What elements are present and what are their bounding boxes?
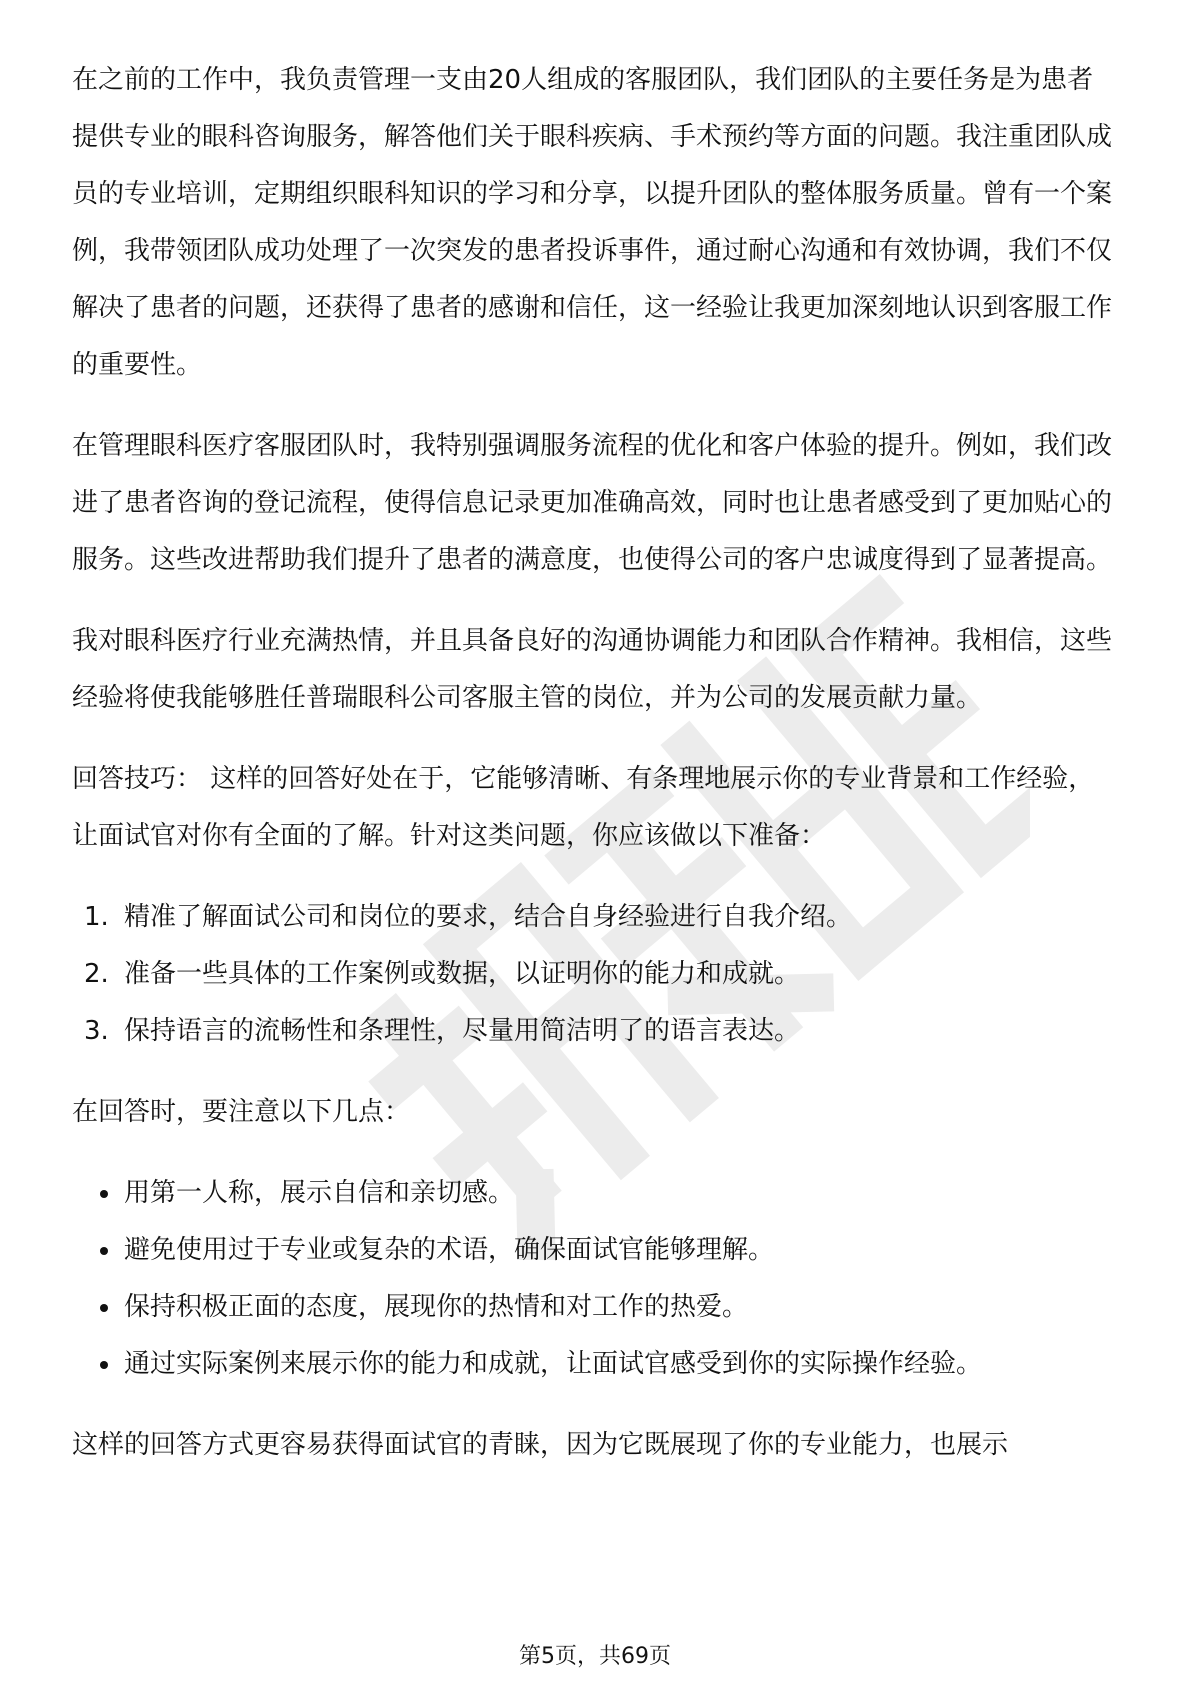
list-item-text: 避免使用过于专业或复杂的术语，确保面试官能够理解。 — [124, 1235, 775, 1265]
list-item-text: 精准了解面试公司和岗位的要求，结合自身经验进行自我介绍。 — [124, 902, 853, 932]
bullet-list — [72, 1165, 1118, 1393]
tips-intro: 在回答时，要注意以下几点： — [72, 1097, 411, 1127]
bullet-icon — [100, 1190, 108, 1198]
page-number: 第5页，共69页 — [519, 1644, 671, 1669]
list-item-text: 用第一人称，展示自信和亲切感。 — [124, 1178, 515, 1208]
list-item-text: 准备一些具体的工作案例或数据，以证明你的能力和成就。 — [124, 959, 801, 989]
document-body — [72, 52, 1118, 1498]
list-item — [72, 1222, 1118, 1279]
paragraph: 在管理眼科医疗客服团队时，我特别强调服务流程的优化和客户体验的提升。例如，我们改进了患者咨询的登记流程，使得信息记录更加准确高效，同时也让患者感受到了更加贴心的服务。这些改进帮助我们提升了患者的满意度，也使得公司的客户忠诚度得到了显著提高。 — [72, 431, 1113, 575]
list-number: 2. — [84, 959, 109, 989]
numbered-list — [72, 889, 1118, 1060]
bullet-icon — [100, 1361, 108, 1369]
list-item — [72, 889, 1118, 946]
bullet-icon — [100, 1247, 108, 1255]
list-item-text: 保持语言的流畅性和条理性，尽量用简洁明了的语言表达。 — [124, 1016, 801, 1046]
list-item — [72, 1003, 1118, 1060]
list-item — [72, 1279, 1118, 1336]
list-number: 1. — [84, 902, 109, 932]
list-item — [72, 1165, 1118, 1222]
list-item — [72, 946, 1118, 1003]
bullet-icon — [100, 1304, 108, 1312]
list-item — [72, 1336, 1118, 1393]
list-item-text: 保持积极正面的态度，展现你的热情和对工作的热爱。 — [124, 1292, 749, 1322]
list-item-text: 通过实际案例来展示你的能力和成就，让面试官感受到你的实际操作经验。 — [124, 1349, 983, 1379]
closing-paragraph: 这样的回答方式更容易获得面试官的青睐，因为它既展现了你的专业能力，也展示 — [72, 1430, 1009, 1460]
paragraph: 我对眼科医疗行业充满热情，并且具备良好的沟通协调能力和团队合作精神。我相信，这些经验将使我能够胜任普瑞眼科公司客服主管的岗位，并为公司的发展贡献力量。 — [72, 626, 1113, 713]
answer-tips-paragraph: 回答技巧： 这样的回答好处在于，它能够清晰、有条理地展示你的专业背景和工作经验，让面试官对你有全面的了解。针对这类问题，你应该做以下准备： — [72, 764, 1095, 851]
paragraph: 在之前的工作中，我负责管理一支由20人组成的客服团队，我们团队的主要任务是为患者提供专业的眼科咨询服务，解答他们关于眼科疾病、手术预约等方面的问题。我注重团队成员的专业培训，定期组织眼科知识的学习和分享，以提升团队的整体服务质量。曾有一个案例，我带领团队成功处理了一次突发的患者投诉事件，通过耐心沟通和有效协调，我们不仅解决了患者的问题，还获得了患者的感谢和信任，这一经验让我更加深刻地认识到客服工作的重要性。 — [72, 65, 1113, 380]
list-number: 3. — [84, 1016, 109, 1046]
